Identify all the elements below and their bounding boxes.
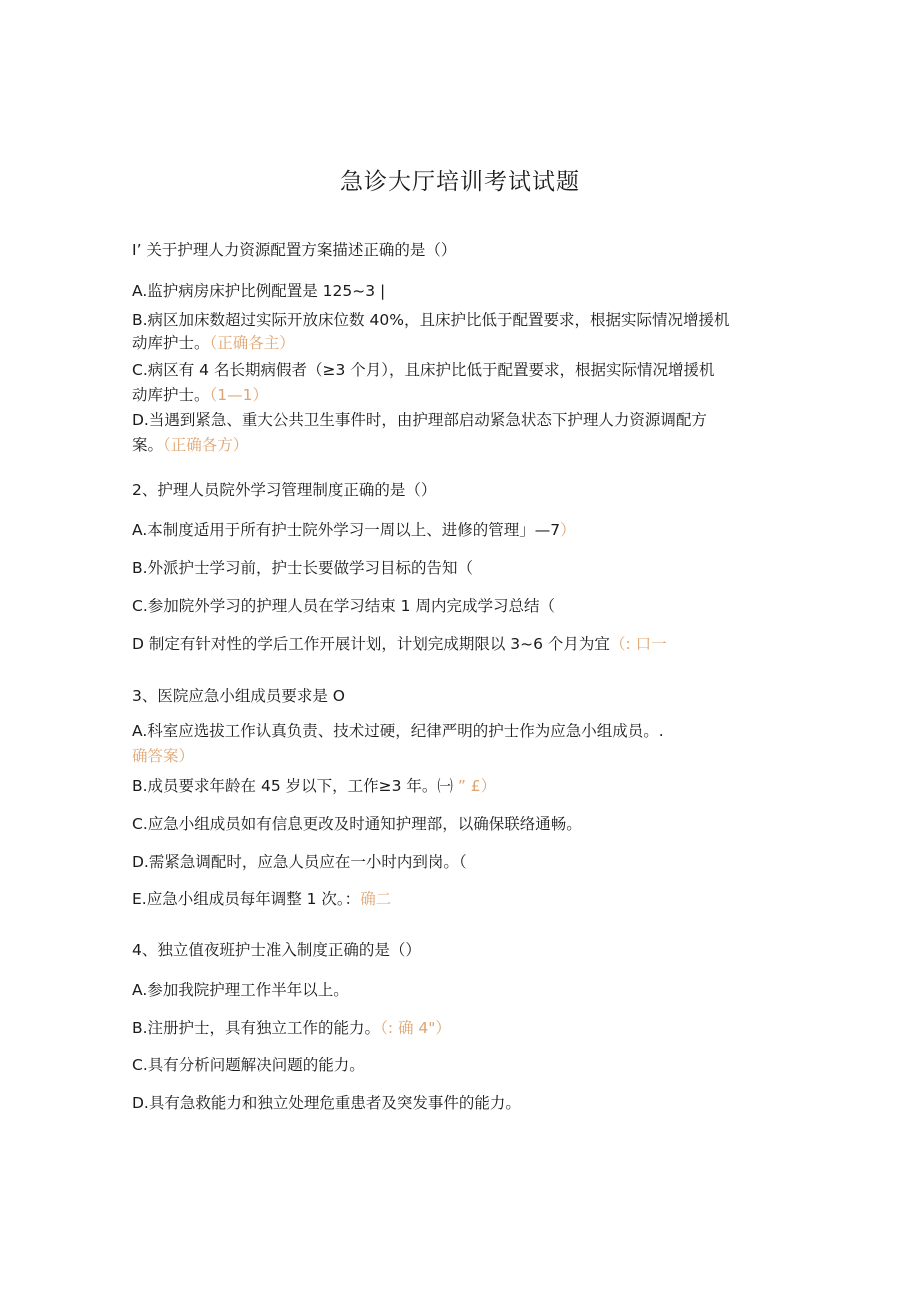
line-text: I’ 关于护理人力资源配置方案描述正确的是（）: [132, 241, 457, 259]
text-line: [132, 1055, 812, 1075]
line-text: 动库护士。: [132, 386, 210, 404]
answer-note: （: 口一: [609, 635, 667, 653]
page-title: 急诊大厅培训考试试题: [340, 169, 580, 195]
text-line: [132, 1093, 812, 1113]
text-line: [132, 310, 812, 330]
line-text: A.科室应选拔工作认真负责、技术过硬，纪律严明的护士作为应急小组成员。.: [132, 722, 664, 740]
line-text: B.外派护士学习前，护士长要做学习目标的告知（: [132, 559, 474, 577]
answer-note: 确二: [360, 890, 392, 908]
text-line: [132, 686, 812, 706]
line-text: C.具有分析问题解决问题的能力。: [132, 1056, 365, 1074]
line-text: C.病区有 4 名长期病假者（≥3 个月），且床护比低于配置要求，根据实际情况增援机: [132, 361, 715, 379]
line-text: 4、独立值夜班护士准入制度正确的是（）: [132, 941, 421, 959]
line-text: A.本制度适用于所有护士院外学习一周以上、进修的管理」—7: [132, 521, 561, 539]
text-line: [132, 520, 812, 540]
answer-note: （1—1）: [209, 386, 268, 404]
text-line: [132, 385, 812, 405]
text-line: [132, 721, 812, 741]
line-text: C.应急小组成员如有信息更改及时通知护理部，以确保联络通畅。: [132, 815, 582, 833]
answer-note: （: 确 4"）: [380, 1019, 451, 1037]
line-text: A.参加我院护理工作半年以上。: [132, 981, 349, 999]
answer-note: （正确各方）: [163, 436, 249, 454]
line-text: D.当遇到紧急、重大公共卫生事件时，由护理部启动紧急状态下护理人力资源调配方: [132, 411, 707, 429]
line-text: 案。: [132, 436, 164, 454]
text-line: [132, 889, 812, 909]
line-text: E.应急小组成员每年调整 1 次。：: [132, 890, 361, 908]
line-text: A.监护病房床护比例配置是 125~3 |: [132, 282, 386, 300]
answer-note: 确答案）: [132, 747, 195, 765]
line-text: 3、医院应急小组成员要求是 O: [132, 687, 345, 705]
text-line: [132, 596, 812, 616]
line-text: B.成员要求年龄在 45 岁以下，工作≥3 年。㈠: [132, 777, 453, 795]
text-line: [132, 435, 812, 455]
line-text: B.病区加床数超过实际开放床位数 40%，且床护比低于配置要求，根据实际情况增援机: [132, 311, 730, 329]
line-text: D 制定有针对性的学后工作开展计划，计划完成期限以 3~6 个月为宜: [132, 635, 610, 653]
line-text: B.注册护士，具有独立工作的能力。: [132, 1019, 381, 1037]
text-line: [132, 480, 812, 500]
line-text: C.参加院外学习的护理人员在学习结束 1 周内完成学习总结（: [132, 597, 555, 615]
text-line: [132, 814, 812, 834]
text-line: [132, 940, 812, 960]
text-line: [132, 360, 812, 380]
text-line: [132, 240, 812, 260]
answer-note: （正确各主）: [209, 334, 295, 352]
text-line: [132, 746, 812, 766]
text-line: [132, 776, 812, 796]
text-line: [132, 980, 812, 1000]
line-text: 2、护理人员院外学习管理制度正确的是（）: [132, 481, 437, 499]
answer-note: ” £）: [452, 777, 497, 795]
text-line: [132, 558, 812, 578]
line-text: D.具有急救能力和独立处理危重患者及突发事件的能力。: [132, 1094, 521, 1112]
text-line: [132, 852, 812, 872]
line-text: 动库护士。: [132, 334, 210, 352]
answer-note: ）: [560, 521, 576, 539]
text-line: [132, 281, 812, 301]
text-line: [132, 333, 812, 353]
text-line: [132, 634, 812, 654]
text-line: [132, 1018, 812, 1038]
text-line: [132, 410, 812, 430]
line-text: D.需紧急调配时，应急人员应在一小时内到岗。（: [132, 853, 467, 871]
